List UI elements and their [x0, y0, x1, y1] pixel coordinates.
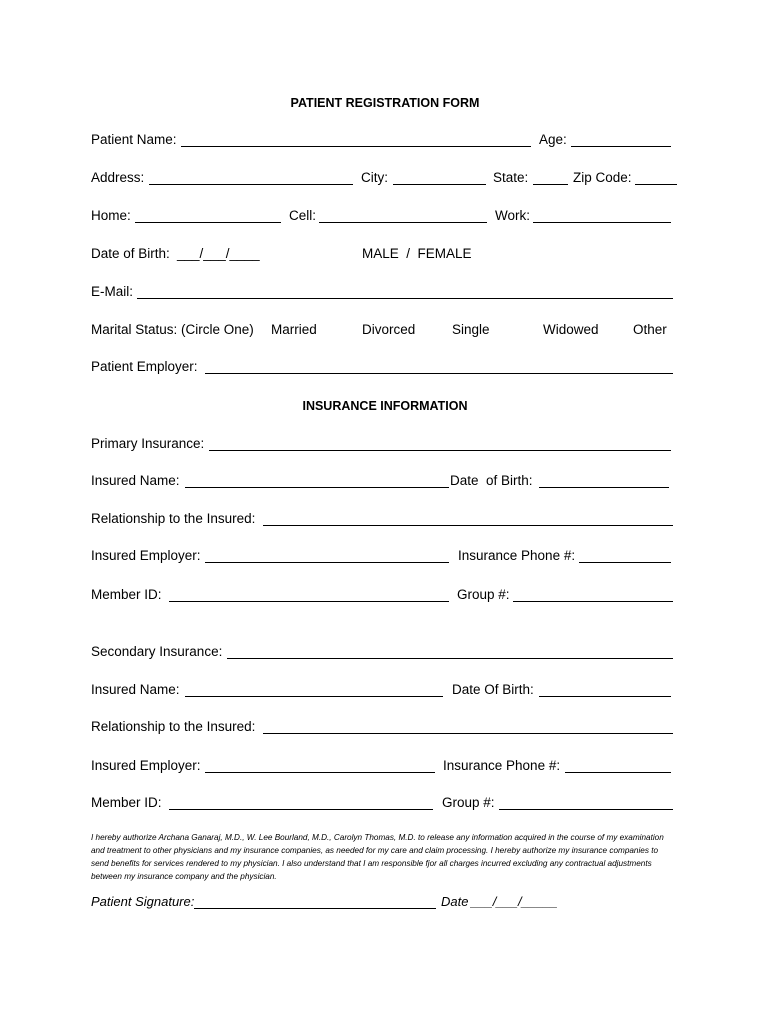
gender-options[interactable]: MALE / FEMALE — [362, 246, 472, 261]
marital-row — [91, 322, 675, 338]
email-label: E-Mail: — [91, 284, 134, 299]
secondary-insured-name-field[interactable] — [185, 696, 443, 697]
insurance-heading: INSURANCE INFORMATION — [302, 399, 468, 413]
age-label: Age: — [539, 132, 567, 147]
email-field[interactable] — [137, 298, 673, 299]
marital-option-married[interactable]: Married — [271, 322, 317, 337]
primary-group-label: Group #: — [457, 587, 510, 602]
primary-employer-field[interactable] — [205, 562, 449, 563]
primary-insured-dob-label: Date of Birth: — [450, 473, 533, 488]
primary-insured-name-field[interactable] — [185, 487, 449, 488]
form-title: PATIENT REGISTRATION FORM — [290, 96, 480, 110]
primary-member-id-label: Member ID: — [91, 587, 162, 602]
dob-field[interactable]: ___/___/____ — [177, 246, 260, 261]
cell-phone-label: Cell: — [289, 208, 317, 223]
cell-phone-field[interactable] — [319, 222, 487, 223]
primary-relationship-label: Relationship to the Insured: — [91, 511, 256, 526]
secondary-insurance-label: Secondary Insurance: — [91, 644, 223, 659]
secondary-employer-label: Insured Employer: — [91, 758, 201, 773]
patient-name-row — [91, 132, 675, 148]
patient-name-field[interactable] — [181, 146, 531, 147]
primary-employer-row — [91, 548, 675, 564]
secondary-member-id-field[interactable] — [169, 809, 433, 810]
address-label: Address: — [91, 170, 145, 185]
primary-phone-field[interactable] — [579, 562, 671, 563]
dob-label: Date of Birth: — [91, 246, 170, 261]
dob-row — [91, 246, 675, 262]
work-phone-field[interactable] — [533, 222, 671, 223]
secondary-group-label: Group #: — [442, 795, 495, 810]
state-field[interactable] — [533, 184, 568, 185]
patient-employer-label: Patient Employer: — [91, 359, 198, 374]
signature-field[interactable] — [194, 908, 436, 909]
primary-insured-dob-field[interactable] — [539, 487, 669, 488]
primary-insurance-label: Primary Insurance: — [91, 436, 205, 451]
secondary-insured-dob-field[interactable] — [539, 696, 671, 697]
marital-option-single[interactable]: Single — [452, 322, 490, 337]
primary-group-field[interactable] — [513, 601, 673, 602]
signature-date-field[interactable]: ___/___/_____ — [471, 894, 558, 909]
secondary-member-id-label: Member ID: — [91, 795, 162, 810]
secondary-member-row — [91, 795, 675, 811]
address-field[interactable] — [149, 184, 353, 185]
patient-employer-field[interactable] — [205, 373, 673, 374]
marital-option-divorced[interactable]: Divorced — [362, 322, 416, 337]
secondary-employer-row — [91, 758, 675, 774]
city-label: City: — [361, 170, 388, 185]
patient-name-label: Patient Name: — [91, 132, 177, 147]
work-phone-label: Work: — [495, 208, 531, 223]
secondary-employer-field[interactable] — [205, 772, 435, 773]
secondary-phone-label: Insurance Phone #: — [443, 758, 561, 773]
primary-insured-name-row — [91, 473, 675, 489]
primary-relationship-field[interactable] — [263, 525, 673, 526]
secondary-insurance-field[interactable] — [227, 658, 673, 659]
marital-option-other[interactable]: Other — [633, 322, 667, 337]
address-row — [91, 170, 675, 186]
secondary-relationship-field[interactable] — [263, 733, 673, 734]
home-phone-label: Home: — [91, 208, 131, 223]
phone-row — [91, 208, 675, 224]
state-label: State: — [493, 170, 529, 185]
secondary-relationship-row — [91, 719, 675, 735]
zip-field[interactable] — [635, 184, 677, 185]
signature-label: Patient Signature: — [91, 894, 195, 909]
marital-status-label: Marital Status: (Circle One) — [91, 322, 254, 337]
authorization-statement: I hereby authorize Archana Ganaraj, M.D., W. Lee Bourland, M.D., Carolyn Thomas, M.D. to release any information acquired in the course of my examination and treatment to other physicians and my insurance companies, as needed for my care and claim processing. I hereby authorize my insurance companies to send benefits for services rendered to my physician. I also understand that I am responsible fjor all charges incurred excluding any contractual adjustments between my insurance company and the physician. — [91, 833, 664, 881]
secondary-insured-name-label: Insured Name: — [91, 682, 180, 697]
primary-relationship-row — [91, 511, 675, 527]
primary-phone-label: Insurance Phone #: — [458, 548, 576, 563]
secondary-group-field[interactable] — [499, 809, 673, 810]
city-field[interactable] — [393, 184, 486, 185]
zip-label: Zip Code: — [573, 170, 632, 185]
primary-insurance-row — [91, 436, 675, 452]
primary-insured-name-label: Insured Name: — [91, 473, 180, 488]
age-field[interactable] — [571, 146, 671, 147]
secondary-insurance-row — [91, 644, 675, 660]
primary-insurance-field[interactable] — [209, 450, 671, 451]
primary-member-id-field[interactable] — [169, 601, 449, 602]
email-row — [91, 284, 675, 300]
marital-option-widowed[interactable]: Widowed — [543, 322, 599, 337]
secondary-insured-dob-label: Date Of Birth: — [452, 682, 534, 697]
home-phone-field[interactable] — [135, 222, 281, 223]
primary-member-row — [91, 587, 675, 603]
primary-employer-label: Insured Employer: — [91, 548, 201, 563]
secondary-phone-field[interactable] — [565, 772, 671, 773]
secondary-relationship-label: Relationship to the Insured: — [91, 719, 256, 734]
patient-employer-row — [91, 359, 675, 375]
secondary-insured-name-row — [91, 682, 675, 698]
signature-date-label: Date — [441, 894, 469, 909]
signature-row — [91, 894, 675, 910]
